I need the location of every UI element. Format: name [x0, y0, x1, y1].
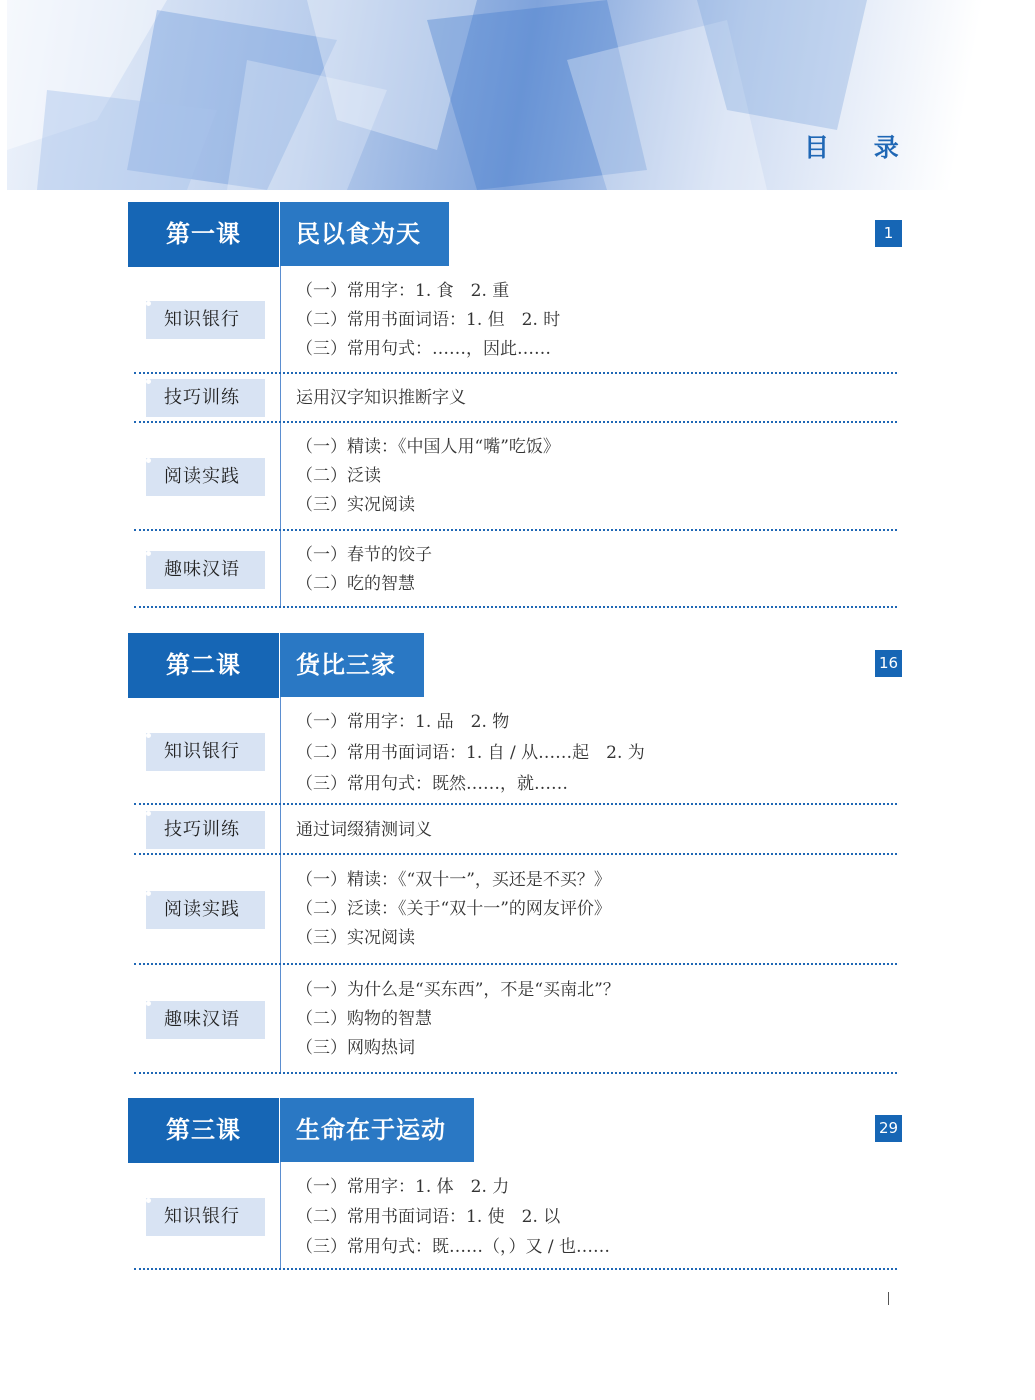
tag-reading-practice: 阅读实践	[146, 891, 265, 929]
dotted-separator	[134, 1268, 897, 1270]
entry-list	[296, 866, 611, 953]
section-divider-line	[280, 266, 281, 608]
lesson-title: 生命在于运动	[280, 1098, 474, 1162]
entry-list	[296, 1172, 610, 1262]
toc-entry[interactable]: （三）常用句式：……，因此……	[296, 339, 551, 359]
tag-skill-training: 技巧训练	[146, 379, 265, 417]
entry-list	[296, 541, 432, 599]
toc-entry[interactable]: （三）实况阅读	[296, 495, 415, 515]
page-number-badge: 29	[875, 1115, 902, 1142]
lesson-number: 第三课	[128, 1098, 279, 1162]
dotted-separator	[134, 421, 897, 423]
tag-reading-practice: 阅读实践	[146, 458, 265, 496]
lesson-number: 第一课	[128, 202, 279, 266]
entry-list	[296, 707, 645, 800]
entry-list	[296, 277, 560, 364]
toc-entry[interactable]: （三）常用句式：既……（，）又 / 也……	[296, 1237, 611, 1257]
toc-entry[interactable]: （二）常用书面词语：1. 但 2. 时	[296, 310, 561, 330]
entry-list	[296, 384, 466, 413]
dotted-separator	[134, 606, 897, 608]
dotted-separator	[134, 372, 897, 374]
toc-entry[interactable]: （二）购物的智慧	[296, 1009, 432, 1029]
dotted-separator	[134, 1072, 897, 1074]
toc-entry[interactable]: （一）为什么是“买东西”，不是“买南北”？	[296, 980, 620, 1000]
page-number-badge: 16	[875, 650, 902, 677]
dotted-separator	[134, 803, 897, 805]
toc-entry[interactable]: （三）实况阅读	[296, 928, 415, 948]
toc-entry[interactable]: （二）常用书面词语：1. 使 2. 以	[296, 1207, 561, 1227]
toc-entry[interactable]: （一）常用字：1. 食 2. 重	[296, 281, 510, 301]
toc-entry[interactable]: （二）吃的智慧	[296, 574, 415, 594]
page-mark	[888, 1292, 889, 1305]
toc-entry[interactable]: （一）常用字：1. 体 2. 力	[296, 1177, 510, 1197]
toc-entry[interactable]: （三）网购热词	[296, 1038, 415, 1058]
tag-knowledge-bank: 知识银行	[146, 733, 265, 771]
tag-fun-chinese: 趣味汉语	[146, 1001, 265, 1039]
entry-list	[296, 976, 620, 1063]
tag-skill-training: 技巧训练	[146, 811, 265, 849]
toc-entry[interactable]: （三）常用句式：既然……，就……	[296, 774, 568, 794]
tag-fun-chinese: 趣味汉语	[146, 551, 265, 589]
lesson-title: 货比三家	[280, 633, 424, 697]
dotted-separator	[134, 963, 897, 965]
page-number-badge: 1	[875, 220, 902, 247]
section-divider-line	[280, 697, 281, 1074]
dotted-separator	[134, 529, 897, 531]
tag-knowledge-bank: 知识银行	[146, 301, 265, 339]
tag-knowledge-bank: 知识银行	[146, 1198, 265, 1236]
toc-entry[interactable]: 运用汉字知识推断字义	[296, 388, 466, 408]
toc-entry[interactable]: （一）精读：《中国人用“嘴”吃饭》	[296, 437, 560, 457]
lesson-title: 民以食为天	[280, 202, 449, 266]
toc-entry[interactable]: （二）泛读	[296, 466, 381, 486]
section-divider-line	[280, 1162, 281, 1270]
toc-entry[interactable]: （二）常用书面词语：1. 自 / 从……起 2. 为	[296, 743, 645, 763]
toc-entry[interactable]: （一）春节的饺子	[296, 545, 432, 565]
lesson-number: 第二课	[128, 633, 279, 697]
entry-list	[296, 816, 432, 845]
toc-entry[interactable]: 通过词缀猜测词义	[296, 820, 432, 840]
toc-title: 目 录	[804, 133, 917, 162]
toc-entry[interactable]: （二）泛读：《关于“双十一”的网友评价》	[296, 899, 611, 919]
toc-entry[interactable]: （一）常用字：1. 品 2. 物	[296, 712, 510, 732]
header-banner	[7, 0, 1035, 190]
toc-entry[interactable]: （一）精读：《“双十一”，买还是不买？》	[296, 870, 611, 890]
entry-list	[296, 433, 560, 520]
dotted-separator	[134, 853, 897, 855]
